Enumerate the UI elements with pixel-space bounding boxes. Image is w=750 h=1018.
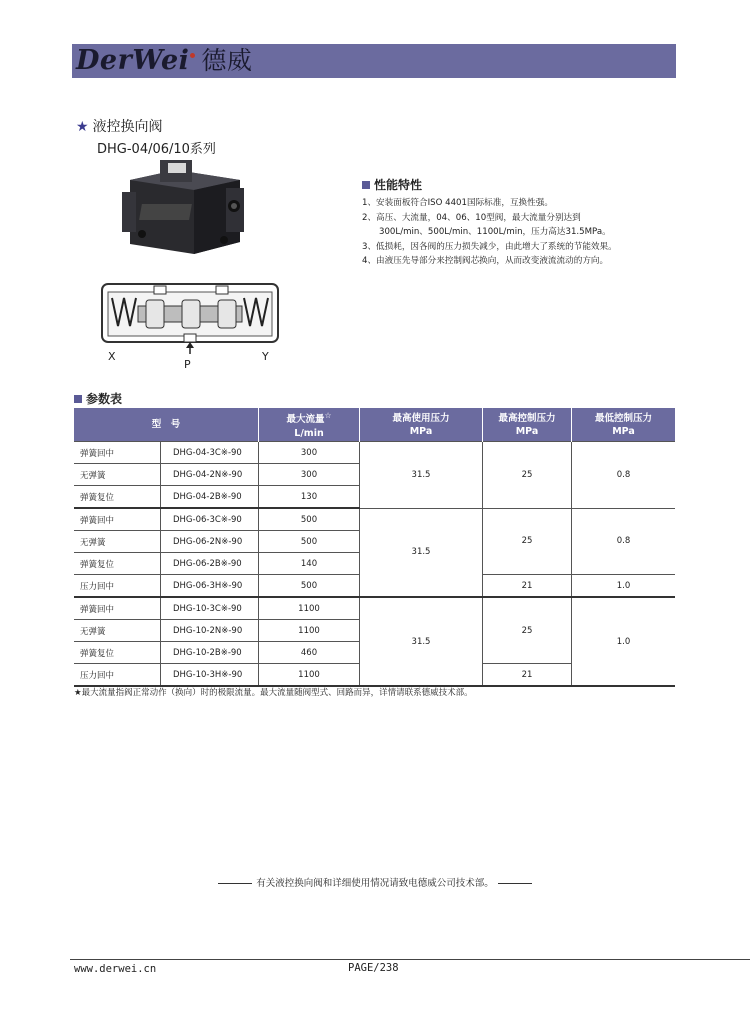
valve-photo [116, 158, 248, 258]
product-title-text: 液控换向阀 [92, 119, 163, 135]
brand-logo [76, 44, 252, 78]
port-label-y: Y [262, 350, 269, 363]
cell-model: DHG-04-2B※-90 [161, 486, 259, 509]
cell-flow: 1100 [259, 620, 360, 642]
cell-flow: 500 [259, 575, 360, 598]
features-heading [362, 176, 422, 193]
col-max-ctrl [483, 408, 572, 442]
cell-max-ctrl: 21 [483, 664, 572, 687]
cell-model: DHG-04-2N※-90 [161, 464, 259, 486]
cell-type: 弹簧回中 [74, 442, 161, 464]
table-row [74, 508, 675, 531]
cell-max-pressure: 31.5 [360, 442, 483, 509]
params-heading-text: 参数表 [86, 392, 123, 406]
max-ctrl-unit: MPa [515, 425, 539, 437]
col-max-pressure [360, 408, 483, 442]
cell-type: 无弹簧 [74, 464, 161, 486]
table-header-row [74, 408, 675, 442]
cell-flow: 130 [259, 486, 360, 509]
max-pressure-label: 最高使用压力 [392, 412, 450, 424]
cell-flow: 300 [259, 464, 360, 486]
contact-note [0, 875, 750, 889]
cell-type: 弹簧复位 [74, 486, 161, 509]
feature-item: 4、由液压先导部分来控制阀芯换向，从而改变液流流动的方向。 [362, 256, 609, 267]
square-bullet-icon [74, 395, 82, 403]
min-ctrl-unit: MPa [612, 425, 635, 437]
brand-latin: DerWei [76, 45, 190, 76]
cell-flow: 140 [259, 553, 360, 575]
features-heading-text: 性能特性 [374, 178, 423, 192]
cell-min-ctrl: 1.0 [572, 575, 676, 598]
table-row [74, 597, 675, 620]
feature-item: 1、安装面板符合ISO 4401国际标准，互换性强。 [362, 198, 553, 208]
cell-model: DHG-04-3C※-90 [161, 442, 259, 464]
col-max-flow [259, 408, 360, 442]
cell-type: 无弹簧 [74, 531, 161, 553]
footer-rule [70, 959, 750, 960]
max-flow-label: 最大流量 [286, 414, 325, 426]
cell-flow: 460 [259, 642, 360, 664]
cell-type: 弹簧回中 [74, 597, 161, 620]
cell-max-pressure: 31.5 [360, 508, 483, 597]
port-label-p: P [184, 358, 191, 371]
product-series: DHG-04/06/10系列 [97, 142, 216, 157]
page-number: PAGE/238 [348, 962, 399, 974]
divider [498, 883, 532, 884]
cell-max-ctrl: 25 [483, 442, 572, 509]
cell-model: DHG-10-3H※-90 [161, 664, 259, 687]
cell-flow: 300 [259, 442, 360, 464]
feature-item: 2、高压、大流量，04、06、10型阀，最大流量分别达到 [362, 212, 581, 223]
cell-type: 弹簧复位 [74, 553, 161, 575]
max-ctrl-label: 最高控制压力 [498, 412, 556, 424]
cell-model: DHG-10-2B※-90 [161, 642, 259, 664]
features-list [362, 196, 692, 269]
cell-type: 压力回中 [74, 664, 161, 687]
col-min-ctrl [572, 408, 676, 442]
square-bullet-icon [362, 181, 370, 189]
min-ctrl-label: 最低控制压力 [594, 412, 652, 424]
product-title [76, 116, 163, 136]
cell-flow: 1100 [259, 664, 360, 687]
cell-max-ctrl: 21 [483, 575, 572, 598]
col-model: 型 号 [74, 408, 259, 442]
brand-cn: 德威 [201, 46, 253, 75]
website-url: www.derwei.cn [74, 963, 157, 975]
cell-model: DHG-10-2N※-90 [161, 620, 259, 642]
cell-type: 弹簧回中 [74, 508, 161, 531]
max-flow-unit: L/min [294, 427, 324, 439]
feature-item: 300L/min、500L/min、1100L/min，压力高达31.5MPa。 [379, 227, 611, 238]
cell-model: DHG-06-2N※-90 [161, 531, 259, 553]
star-outline-icon: ☆ [324, 411, 332, 421]
params-table [74, 408, 675, 687]
cell-type: 无弹簧 [74, 620, 161, 642]
cell-type: 压力回中 [74, 575, 161, 598]
cell-flow: 1100 [259, 597, 360, 620]
cell-max-pressure: 31.5 [360, 597, 483, 686]
flow-footnote: ★最大流量指阀正常动作（换向）时的极限流量。最大流量随阀型式、回路而异，详情请联系德威技术部。 [74, 688, 473, 698]
contact-note-text: 有关液控换向阀和详细使用情况请致电德威公司技术部。 [256, 878, 494, 889]
params-heading [74, 390, 122, 407]
star-icon: ★ [76, 119, 89, 135]
max-pressure-unit: MPa [409, 425, 433, 437]
cell-type: 弹簧复位 [74, 642, 161, 664]
brand-dot [190, 53, 195, 58]
cell-flow: 500 [259, 531, 360, 553]
feature-item: 3、低损耗，因各阀的压力损失减少，由此增大了系统的节能效果。 [362, 241, 617, 252]
cell-model: DHG-06-2B※-90 [161, 553, 259, 575]
table-row [74, 442, 675, 464]
cell-model: DHG-06-3C※-90 [161, 508, 259, 531]
cell-model: DHG-06-3H※-90 [161, 575, 259, 598]
cell-flow: 500 [259, 508, 360, 531]
cell-min-ctrl: 0.8 [572, 508, 676, 575]
divider [218, 883, 252, 884]
cell-max-ctrl: 25 [483, 508, 572, 575]
cell-min-ctrl: 0.8 [572, 442, 676, 509]
cell-max-ctrl: 25 [483, 597, 572, 664]
cell-model: DHG-10-3C※-90 [161, 597, 259, 620]
port-label-x: X [108, 350, 116, 363]
cell-min-ctrl: 1.0 [572, 597, 676, 686]
